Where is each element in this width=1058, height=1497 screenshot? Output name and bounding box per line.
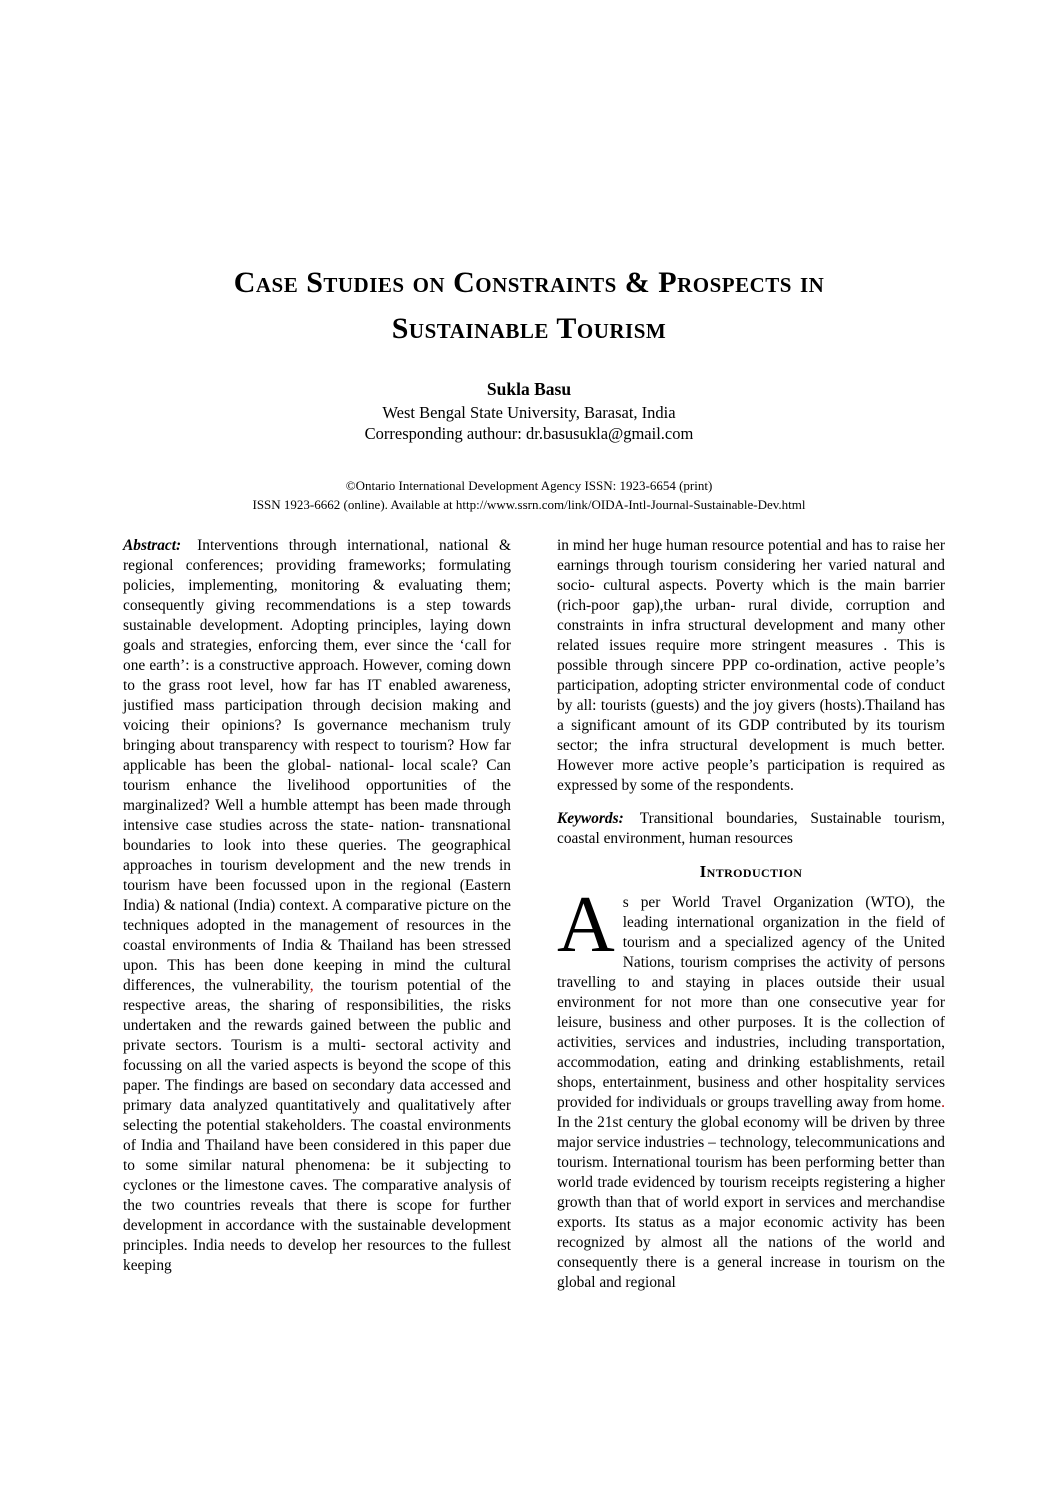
abstract-red-comma: , [309, 977, 314, 994]
copyright-line-2: ISSN 1923-6662 (online). Available at http://www.ssrn.com/link/OIDA-Intl-Journal-Sustainable-Dev.html [252, 497, 806, 512]
corresponding-author: Corresponding authour: dr.basusukla@gmail.com [364, 424, 694, 443]
abstract-label: Abstract: [123, 537, 182, 554]
abstract-text-part2: the tourism potential of the respective areas, the sharing of responsibilities, the risks undertaken and the rewards gained between the public and private sectors. Tourism is a multi- sectoral activity and focussing on all the varied aspects is beyond the scope of this paper. The findings are based on secondary data accessed and primary data analyzed quantitatively and qualitatively after selecting the potential stakeholders. The coastal environments of India and Thailand have been considered in this paper due to some similar natural phenomena: be it subjecting to cyclones or the limestone caves. The comparative analysis of the two countries reveals that there is scope for further development in accordance with the sustainable development principles. India needs to develop her resources to the fullest keeping [123, 977, 511, 1274]
right-column [557, 536, 945, 1306]
keywords-label: Keywords: [557, 810, 624, 827]
abstract-paragraph [123, 536, 511, 1276]
introduction-paragraph [557, 881, 945, 1293]
keywords-paragraph [557, 809, 945, 849]
introduction-text-part2: In the 21st century the global economy will be driven by three major service industries – technology, telecommunications and tourism. International tourism has been performing better than world trade evidenced by tourism receipts registering a higher growth than that of world export in services and merchandise exports. Its status as a major economic activity has been recognized by almost all the nations of the world and consequently there is a general increase in tourism on the global and regional [557, 1114, 945, 1291]
affiliation: West Bengal State University, Barasat, India [382, 403, 676, 422]
abstract-continuation-paragraph [557, 536, 945, 796]
title-line-2: Sustainable Tourism [391, 312, 667, 345]
two-column-body [0, 514, 1058, 1306]
abstract-text-part1: Interventions through international, national & regional conferences; providing frameworks; formulating policies, implementing, monitoring & evaluating them; consequently giving recommendations is a step towards sustainable development. Adopting principles, laying down goals and strategies, enforcing them, ever since the ‘call for one earth’: is a constructive approach. However, coming down to the grass root level, how far has IT enabled awareness, justified mass participation through decision making and voicing their opinions? Is governance mechanism truly bringing about transparency with respect to tourism? How far applicable has been the global- national- local scale? Can tourism enhance the livelihood opportunities of the marginalized? Well a humble attempt has been made through intensive case studies across the state- nation- transnational boundaries to look into these queries. The geographical approaches in tourism development and the new trends in tourism have been focussed upon in the regional (Eastern India) & national (India) context. A comparative picture on the techniques adopted in the management of resources in the coastal environments of India & Thailand has been stressed upon. This has been done keeping in mind the cultural differences, the vulnerability [123, 537, 511, 994]
drop-cap: A [557, 881, 615, 969]
left-column [123, 536, 511, 1306]
introduction-text-part1: s per World Travel Organization (WTO), the leading international organization in the field of tourism and a specialized agency of the United Nations, tourism comprises the activity of persons travelling to and staying in places outside their usual environment for not more than one consecutive year for leisure, business and other purposes. It is the collection of activities, services and industries, including transportation, accommodation, eating and drinking establishments, retail shops, entertainment, business and other hospitality services provided for individuals or groups travelling away from home [557, 894, 945, 1111]
copyright-line-1: ©Ontario International Development Agency ISSN: 1923-6654 (print) [345, 478, 713, 493]
paper-header [0, 260, 1058, 514]
keywords-text: Transitional boundaries, Sustainable tourism, coastal environment, human resources [557, 810, 945, 847]
title-line-1: Case Studies on Constraints & Prospects in [233, 266, 825, 299]
introduction-heading: Introduction [699, 862, 803, 881]
introduction-red-period: . [941, 1094, 945, 1111]
abstract-continuation-text: in mind her huge human resource potential and has to raise her earnings through tourism considering her varied natural and socio- cultural aspects. Poverty which is the main barrier (rich-poor gap),the urban- rural divide, corruption and constraints in infra structural development and many other related issues require more stringent measures . This is possible through sincere PPP co-ordination, active people’s participation, adopting stricter environmental code of conduct by all: tourists (guests) and the joy givers (hosts).Thailand has a significant amount of its GDP contributed by its tourism sector; the infra structural development is much better. However more active people’s participation is required as expressed by some of the respondents. [557, 537, 945, 794]
page-title [0, 260, 1058, 352]
author-name: Sukla Basu [486, 379, 572, 399]
copyright-block [0, 476, 1058, 514]
